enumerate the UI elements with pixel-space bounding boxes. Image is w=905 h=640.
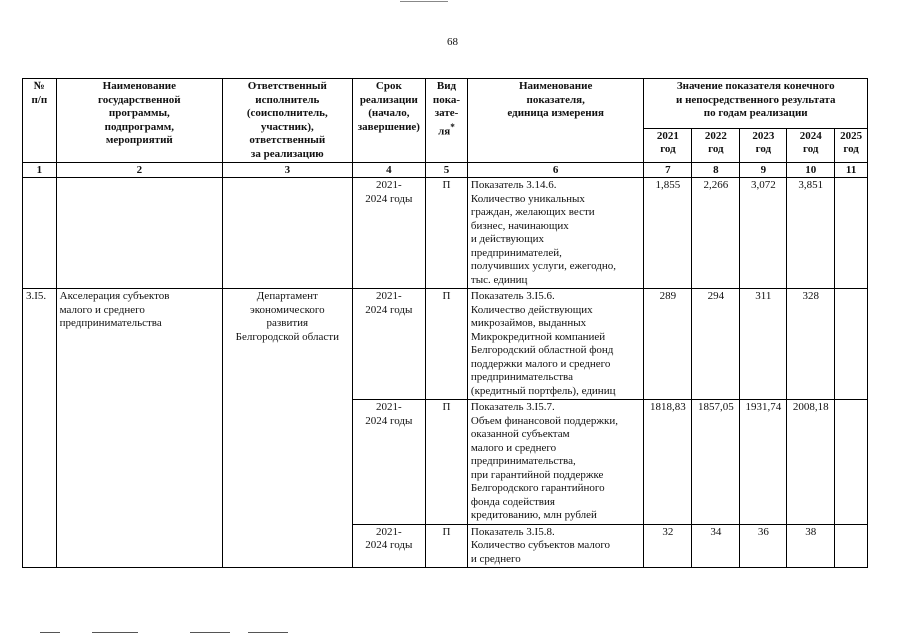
- row-value-2024: 328: [787, 289, 835, 400]
- column-number: 7: [644, 163, 692, 178]
- row-value-2022: 294: [692, 289, 740, 400]
- page-number: 68: [447, 36, 458, 48]
- scan-bottom-mark: [92, 632, 138, 633]
- row-indicator-type: П: [426, 400, 468, 525]
- scan-bottom-mark: [248, 632, 288, 633]
- row-indicator-name: Показатель 3.I5.8. Количество субъектов малого и среднего: [467, 524, 644, 568]
- row-indicator-type: П: [426, 178, 468, 289]
- header-indicator-type: [426, 79, 468, 163]
- header-executor: Ответственный исполнитель (соисполнитель, участник), ответственный за реализацию: [223, 79, 353, 163]
- row-value-2022: 34: [692, 524, 740, 568]
- header-indicator-type-mark: *: [450, 121, 455, 132]
- row-value-2025: [835, 400, 868, 525]
- row-executor: Департамент экономического развития Белгородской области: [223, 289, 353, 568]
- header-indicator-type-text: Вид пока- зате- ля: [432, 80, 461, 138]
- row-value-2021: 32: [644, 524, 692, 568]
- row-program-name: Акселерация субъектов малого и среднего предпринимательства: [56, 289, 222, 568]
- header-year-2022: 2022 год: [692, 128, 740, 162]
- header-year-2021: 2021 год: [644, 128, 692, 162]
- row-term: 2021- 2024 годы: [352, 400, 425, 525]
- row-value-2024: 2008,18: [787, 400, 835, 525]
- row-indicator-name: Показатель 3.14.6. Количество уникальных граждан, желающих вести бизнес, начинающих и действующих предпринимателей, получивших услуги, ежегодно, тыс. единиц: [467, 178, 644, 289]
- row-value-2021: 289: [644, 289, 692, 400]
- table-row: [23, 289, 868, 400]
- column-number: 10: [787, 163, 835, 178]
- table-row: [23, 178, 868, 289]
- row-value-2021: 1818,83: [644, 400, 692, 525]
- header-year-2023: 2023 год: [740, 128, 787, 162]
- header-term: Срок реализации (начало, завершение): [352, 79, 425, 163]
- row-executor: [223, 178, 353, 289]
- column-number: 3: [223, 163, 353, 178]
- column-number: 9: [740, 163, 787, 178]
- indicator-table: [22, 78, 868, 568]
- row-indicator-name: Показатель 3.I5.6. Количество действующих микрозаймов, выданных Микрокредитной компанией Белгородский областной фонд поддержки малого и среднего предпринимательства (кредитный портфель), единиц: [467, 289, 644, 400]
- row-value-2023: 1931,74: [740, 400, 787, 525]
- column-number: 11: [835, 163, 868, 178]
- row-term: 2021- 2024 годы: [352, 524, 425, 568]
- column-numbers-row: [23, 163, 868, 178]
- row-indicator-type: П: [426, 524, 468, 568]
- row-value-2023: 36: [740, 524, 787, 568]
- column-number: 8: [692, 163, 740, 178]
- row-value-2025: [835, 178, 868, 289]
- scan-bottom-mark: [40, 632, 60, 633]
- row-number: [23, 178, 57, 289]
- row-term: 2021- 2024 годы: [352, 289, 425, 400]
- header-year-2025: 2025 год: [835, 128, 868, 162]
- row-value-2025: [835, 524, 868, 568]
- row-program-name: [56, 178, 222, 289]
- row-indicator-type: П: [426, 289, 468, 400]
- header-number: № п/п: [23, 79, 57, 163]
- column-number: 1: [23, 163, 57, 178]
- row-value-2023: 3,072: [740, 178, 787, 289]
- row-value-2021: 1,855: [644, 178, 692, 289]
- column-number: 5: [426, 163, 468, 178]
- scan-bottom-mark: [190, 632, 230, 633]
- row-value-2022: 1857,05: [692, 400, 740, 525]
- header-values: Значение показателя конечного и непосредственного результата по годам реализации: [644, 79, 868, 129]
- row-value-2023: 311: [740, 289, 787, 400]
- header-year-2024: 2024 год: [787, 128, 835, 162]
- column-number: 6: [467, 163, 644, 178]
- header-row-1: [23, 79, 868, 129]
- row-value-2024: 3,851: [787, 178, 835, 289]
- header-indicator-name: Наименование показателя, единица измерения: [467, 79, 644, 163]
- row-value-2024: 38: [787, 524, 835, 568]
- header-program-name: Наименование государственной программы, подпрограмм, мероприятий: [56, 79, 222, 163]
- row-number: 3.I5.: [23, 289, 57, 568]
- scan-top-mark: [400, 1, 448, 2]
- row-value-2022: 2,266: [692, 178, 740, 289]
- column-number: 4: [352, 163, 425, 178]
- row-indicator-name: Показатель 3.I5.7. Объем финансовой поддержки, оказанной субъектам малого и среднего предпринимательства, при гарантийной поддержке Белгородского гарантийного фонда содействия кредитованию, млн рублей: [467, 400, 644, 525]
- row-value-2025: [835, 289, 868, 400]
- row-term: 2021- 2024 годы: [352, 178, 425, 289]
- column-number: 2: [56, 163, 222, 178]
